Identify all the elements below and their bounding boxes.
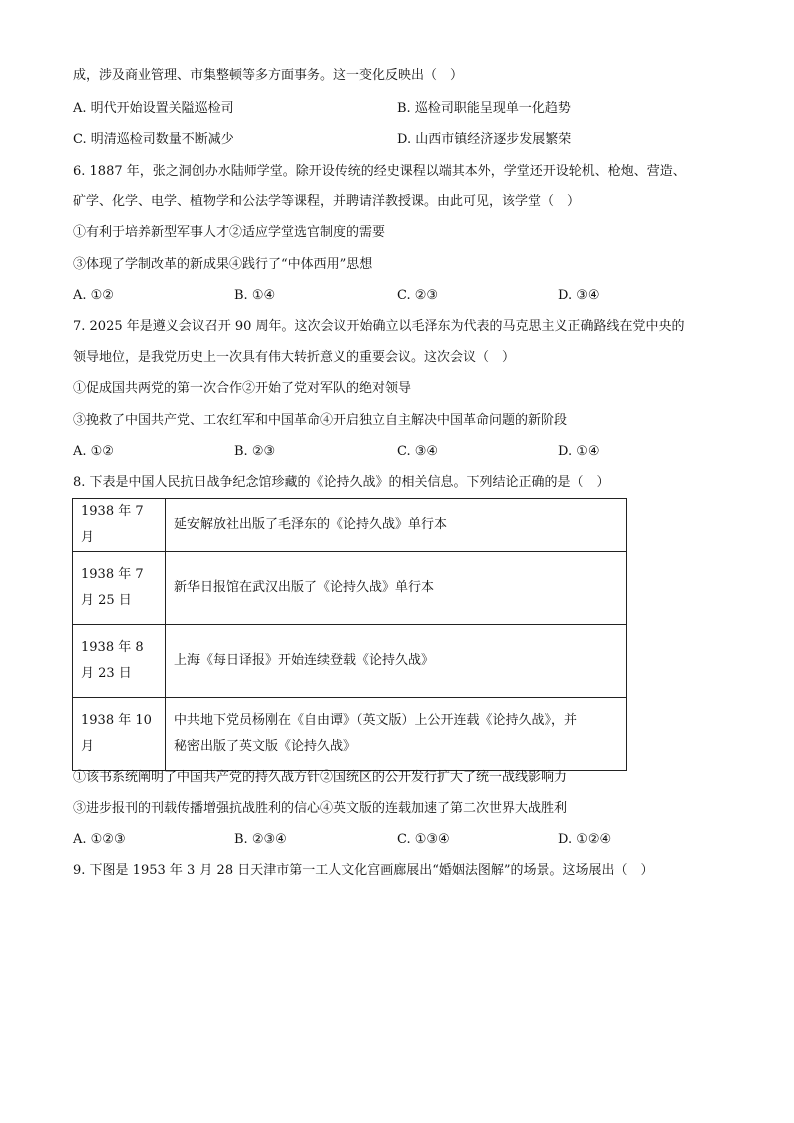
table-cell-text: 中共地下党员杨刚在《自由谭》（英文版）上公开连载《论持久战》，并 秘密出版了英文版《论持久战》 — [166, 698, 627, 771]
q7-statements-2: ③挽救了中国共产党、工农红军和中国革命④开启独立自主解决中国革命问题的新阶段 — [73, 413, 568, 428]
q8-info-table — [72, 498, 627, 771]
q8-option-b: B. ②③④ — [234, 832, 287, 847]
table-cell-text: 延安解放社出版了毛泽东的《论持久战》单行本 — [166, 499, 627, 552]
q6-statements-1: ①有利于培养新型军事人才②适应学堂选官制度的需要 — [73, 225, 386, 240]
table-cell-date: 1938 年 7 月 — [73, 499, 166, 552]
q6-option-d: D. ③④ — [558, 288, 600, 303]
table-cell-text: 新华日报馆在武汉出版了《论持久战》单行本 — [166, 552, 627, 625]
q8-statements-1: ①该书系统阐明了中国共产党的持久战方针②国统区的公开发行扩大了统一战线影响力 — [73, 770, 568, 785]
q5-option-b: B. 巡检司职能呈现单一化趋势 — [397, 101, 571, 116]
q6-stem-line2: 矿学、化学、电学、植物学和公法学等课程，并聘请洋教授课。由此可见，该学堂（ ） — [73, 194, 581, 209]
q6-option-b: B. ①④ — [234, 288, 276, 303]
q6-option-c: C. ②③ — [397, 288, 439, 303]
table-row — [73, 698, 627, 771]
table-row — [73, 499, 627, 552]
q6-option-a: A. ①② — [73, 288, 114, 303]
q7-option-b: B. ②③ — [234, 444, 276, 459]
q7-option-d: D. ①④ — [558, 444, 600, 459]
q9-stem-line1: 9. 下图是 1953 年 3 月 28 日天津市第一工人文化宫画廊展出“婚姻法图解”的场景。这场展出（ ） — [73, 863, 654, 878]
table-row — [73, 625, 627, 698]
table-cell-text: 上海《每日译报》开始连续登载《论持久战》 — [166, 625, 627, 698]
q7-option-c: C. ③④ — [397, 444, 439, 459]
q8-option-a: A. ①②③ — [73, 832, 126, 847]
q5-option-a: A. 明代开始设置关隘巡检司 — [73, 101, 234, 116]
q6-statements-2: ③体现了学制改革的新成果④践行了“中体西用”思想 — [73, 257, 373, 272]
q5-stem-tail: 成，涉及商业管理、市集整顿等多方面事务。这一变化反映出（ ） — [73, 68, 464, 83]
q8-option-d: D. ①②④ — [558, 832, 612, 847]
q5-option-d: D. 山西市镇经济逐步发展繁荣 — [397, 132, 572, 147]
q7-stem-line1: 7. 2025 年是遵义会议召开 90 周年。这次会议开始确立以毛泽东为代表的马克思主义正确路线在党中央的 — [73, 319, 685, 334]
q8-stem-line1: 8. 下表是中国人民抗日战争纪念馆珍藏的《论持久战》的相关信息。下列结论正确的是（ ） — [73, 475, 610, 490]
q7-stem-line2: 领导地位，是我党历史上一次具有伟大转折意义的重要会议。这次会议（ ） — [73, 350, 516, 365]
q8-statements-2: ③进步报刊的刊载传播增强抗战胜利的信心④英文版的连载加速了第二次世界大战胜利 — [73, 801, 568, 816]
table-cell-date: 1938 年 8 月 23 日 — [73, 625, 166, 698]
q6-stem-line1: 6. 1887 年，张之洞创办水陆师学堂。除开设传统的经史课程以端其本外，学堂还开设轮机、枪炮、营造、 — [73, 164, 686, 179]
q7-option-a: A. ①② — [73, 444, 114, 459]
table-cell-date: 1938 年 7 月 25 日 — [73, 552, 166, 625]
q7-statements-1: ①促成国共两党的第一次合作②开始了党对军队的绝对领导 — [73, 381, 412, 396]
table-row — [73, 552, 627, 625]
q8-option-c: C. ①③④ — [397, 832, 450, 847]
q5-option-c: C. 明清巡检司数量不断减少 — [73, 132, 234, 147]
table-cell-date: 1938 年 10 月 — [73, 698, 166, 771]
